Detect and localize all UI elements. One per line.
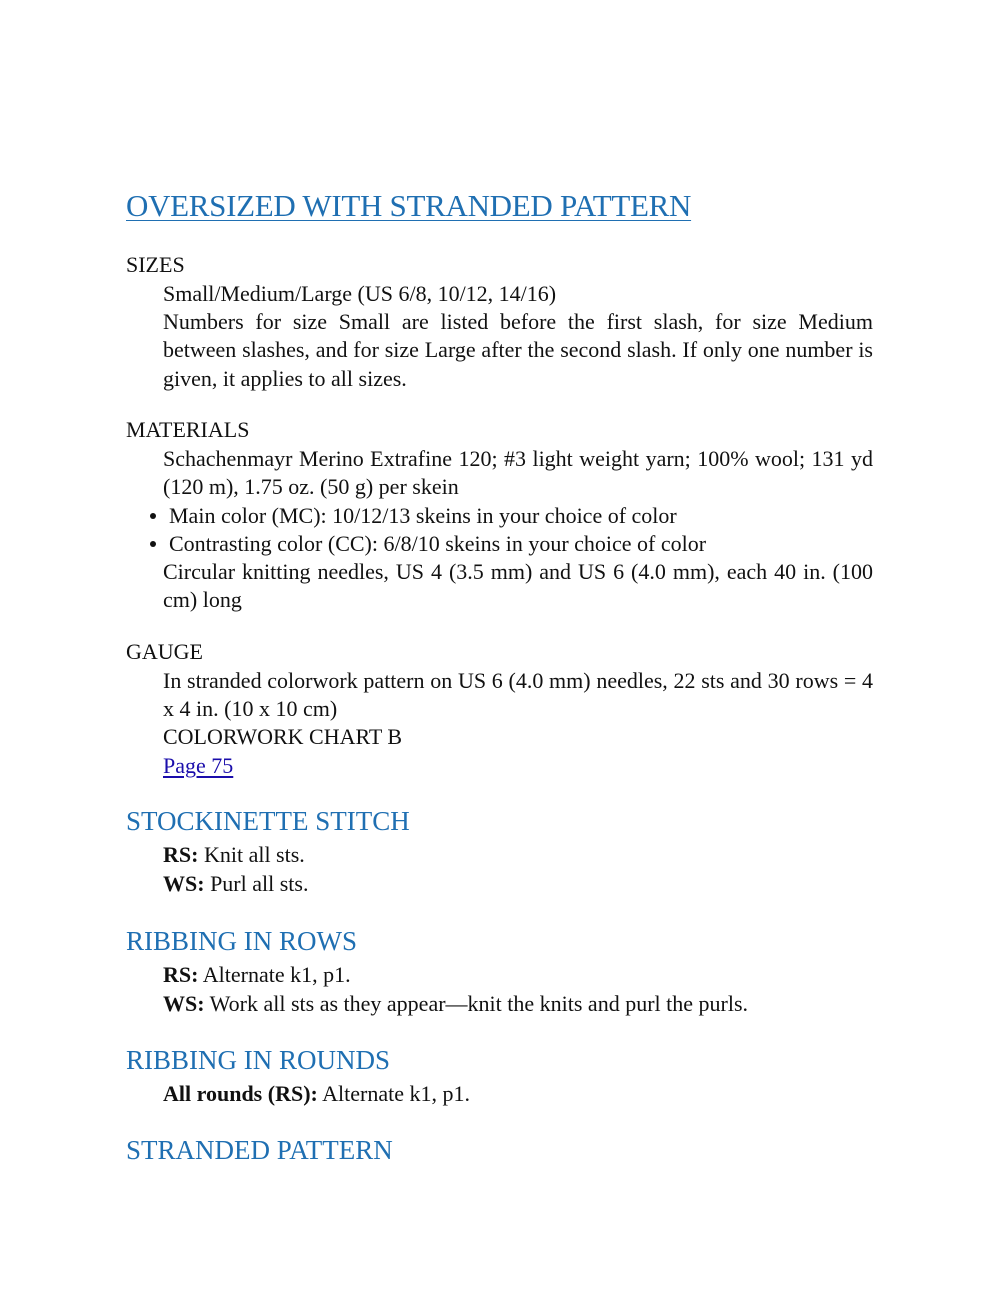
- rs-instruction: Alternate k1, p1.: [198, 962, 351, 987]
- materials-main-color: Main color (MC): 10/12/13 skeins in your choice of color: [169, 503, 677, 528]
- chart-page-link-wrap: [163, 752, 233, 780]
- bullet-icon: [150, 513, 156, 519]
- materials-needles: Circular knitting needles, US 4 (3.5 mm) and US 6 (4.0 mm), each 40 in. (100 cm) long: [163, 559, 873, 613]
- ws-label: WS:: [163, 871, 205, 896]
- rs-label: RS:: [163, 962, 199, 987]
- colorwork-chart-label: COLORWORK CHART B: [163, 724, 403, 749]
- stockinette-ws: [163, 870, 308, 898]
- ws-instruction: Purl all sts.: [204, 871, 309, 896]
- materials-contrast-color: Contrasting color (CC): 6/8/10 skeins in your choice of color: [169, 531, 707, 556]
- rs-instruction: Knit all sts.: [198, 842, 305, 867]
- ribbing-rounds-heading: RIBBING IN ROUNDS: [126, 1045, 391, 1075]
- stockinette-heading: STOCKINETTE STITCH: [126, 806, 410, 836]
- ribbing-rows-heading: RIBBING IN ROWS: [126, 926, 358, 956]
- ribbing-rounds-all: [163, 1080, 470, 1108]
- stranded-pattern-heading: STRANDED PATTERN: [126, 1135, 393, 1165]
- materials-yarn: Schachenmayr Merino Extrafine 120; #3 light weight yarn; 100% wool; 131 yd (120 m), 1.75 oz. (50 g) per skein: [163, 446, 873, 500]
- ws-instruction: Work all sts as they appear—knit the knits and purl the purls.: [204, 991, 749, 1016]
- sizes-note: Numbers for size Small are listed before the first slash, for size Medium between slashes, and for size Large after the second slash. If only one number is given, it applies to all sizes.: [163, 309, 873, 391]
- sizes-range: Small/Medium/Large (US 6/8, 10/12, 14/16): [163, 281, 557, 306]
- list-item: [150, 502, 677, 530]
- bullet-icon: [150, 541, 156, 547]
- all-rounds-instruction: Alternate k1, p1.: [317, 1081, 470, 1106]
- ribbing-rows-rs: [163, 961, 351, 989]
- all-rounds-label: All rounds (RS):: [163, 1081, 318, 1106]
- page-title: OVERSIZED WITH STRANDED PATTERN: [126, 188, 692, 223]
- sizes-label: SIZES: [126, 252, 185, 277]
- stockinette-rs: [163, 841, 305, 869]
- materials-label: MATERIALS: [126, 417, 250, 442]
- list-item: [150, 530, 706, 558]
- gauge-label: GAUGE: [126, 639, 203, 664]
- chart-page-link[interactable]: Page 75: [163, 753, 234, 778]
- ws-label: WS:: [163, 991, 205, 1016]
- ribbing-rows-ws: [163, 990, 748, 1018]
- gauge-text: In stranded colorwork pattern on US 6 (4.0 mm) needles, 22 sts and 30 rows = 4 x 4 in. (10 x 10 cm): [163, 668, 873, 722]
- rs-label: RS:: [163, 842, 199, 867]
